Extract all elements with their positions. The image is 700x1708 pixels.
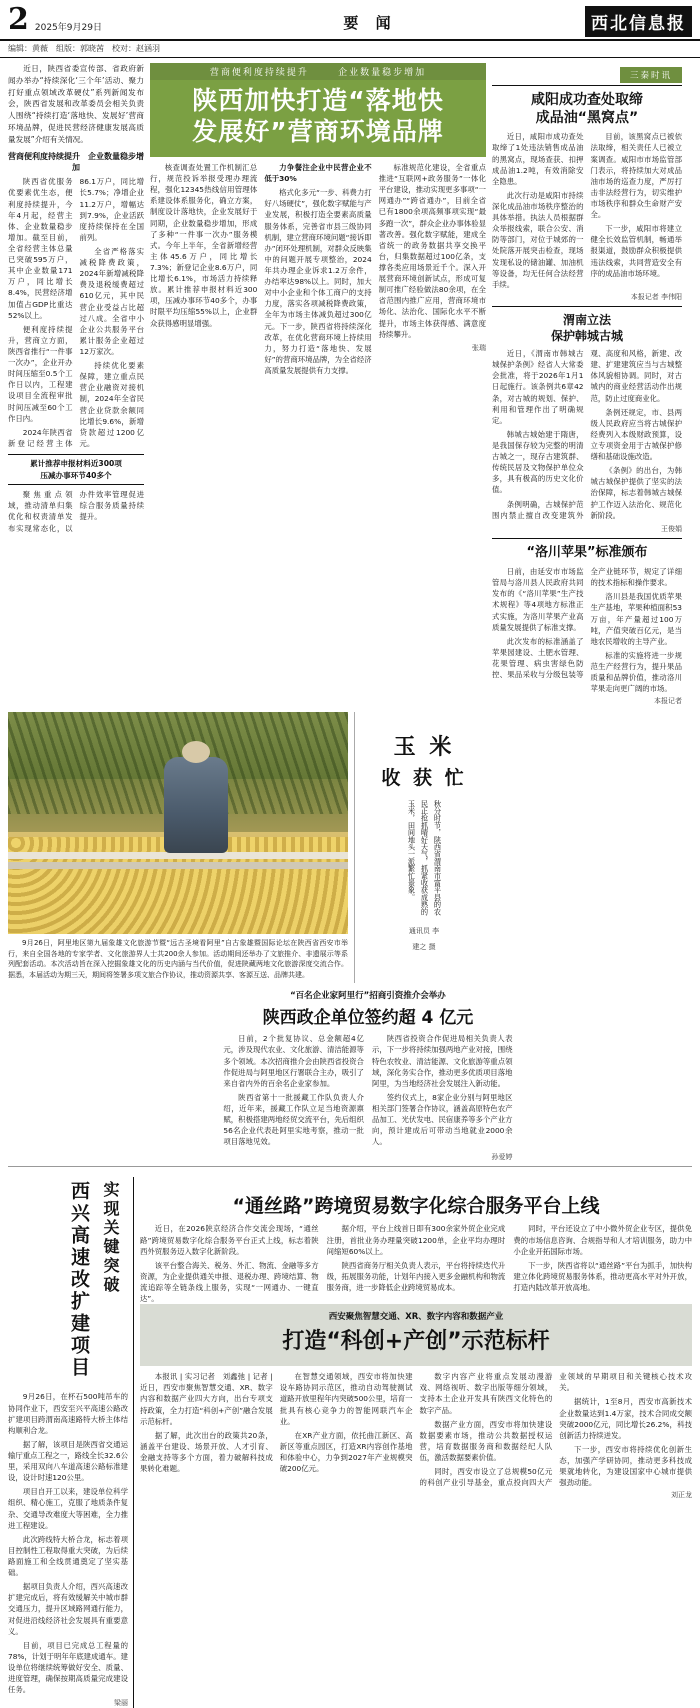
photo-region (0, 706, 700, 983)
bottom-left-para: 据项目负责人介绍，西兴高速改扩建完成后，将有效缓解关中城市群交通压力，提升区域路网通行能力，对促进沿线经济社会发展具有重要意义。 (8, 1582, 128, 1636)
platform-kicker (140, 1179, 692, 1189)
lead-para: 持续优化要素保障，建立重点民营企业融资对接机制，2024年全省民营企业贷款余额同比增长9.6%，新增贷款超过1200亿元。 (79, 361, 144, 448)
banner-para: 同时，西安市设立了总规模50亿元的科创产业引导基金，重点投向四大产业领域的早期项目和关键核心技术攻关。 (419, 1372, 692, 1488)
banner-byline: 刘正龙 (671, 1491, 692, 1500)
page-number: 2 (8, 2, 29, 37)
platform-para: 该平台整合海关、税务、外汇、物流、金融等多方资源，为企业提供通关申报、退税办理、跨境结算、物流追踪等全链条线上服务，实现“一网通办、一键直达”。 (140, 1260, 319, 1304)
right-article1-byline: 本报记者 李伟阳 (630, 292, 682, 301)
photo-title-line1: 玉 米 (393, 735, 455, 761)
platform-para: 下一步，陕西省将以“通丝路”平台为抓手，加快构建立体化跨境贸易服务体系，推动更高水平对外开放，打造内陆改革开放高地。 (513, 1260, 692, 1292)
right-article1-title-line2: 成品油“黑窝点” (535, 110, 639, 127)
banner-para: 在XR产业方面，依托曲江新区、高新区等重点园区，打造XR内容创作基地和体验中心，力争到2027年产业规模突破200亿元。 (279, 1430, 413, 1474)
banner-para: 据统计，1至8月，西安市高新技术企业数量达到1.4万家，技术合同成交额突破2000亿元，同比增长26.2%，科技创新活力持续迸发。 (559, 1397, 692, 1440)
main-kicker-left: 营商便利度持续提升 (209, 68, 309, 78)
banner-body (140, 1371, 692, 1488)
right-article3-body (492, 566, 682, 694)
main-para: 核查调查处置工作机制汇总行，规范投诉举报受理办理流程，强化12345热线信用管理体系建设体系服务化，确立方案，制度设计落地快，企业发展好于同期，企业数量稳步增加，形成了多种“一件事一次办”服务模式。今年上半年，全省新增经营主体45.6万户，同比增长7.3%；新登记企业8.6万户，同比增长6.1%，市场活力持续释放。累计推荐申报材料近300项，压减办事环节40多个，办事时限平均压缩55%以上，企业群众获得感明显增强。 (150, 163, 258, 328)
photo-wrapper (8, 712, 348, 983)
bottom-left-para: 此次跨线特大桥合龙，标志着项目控制性工程取得重大突破，为后续路面施工和全线贯通奠定了坚实基础。 (8, 1534, 128, 1578)
main-box-title: 力争餐注企业中民营企业不低于30% (264, 163, 372, 184)
right-para: 近日，咸阳市成功查处取缔了1处违法销售成品油的黑窝点，现场查获、扣押成品油1.2吨，有效消除安全隐患。 (492, 132, 584, 186)
mid-body (223, 1033, 512, 1150)
main-column-3 (379, 162, 486, 379)
photo-caption-text: 9月26日，阿里地区第九届象雄文化旅游节暨“远古圣境看阿里”自古象雄暨国际论坛在陕西省西安市举行，来自全国各地的专家学者、文化旅游界人士共200余人参加。活动期间还举办了文旅推介、非遗展示等系列配套活动。本次活动旨在深入挖掘象雄文化的历史内涵与当代价值，促进陕藏两地文化旅游深度交流合作。据悉，本届活动为期三天，期间将签署多项文旅合作协议，推动资源共享、客源互送、品牌共建。 (8, 939, 348, 979)
right-divider-2 (492, 538, 682, 539)
lead-para: 2024年陕西省新登记经营主体86.1万户，同比增长5.7%；净增企业11.2万户，增幅达到7.9%，企业活跃度持续保持在全国前列。 (8, 177, 144, 448)
right-para: 近日，《渭南市韩城古城保护条例》经省人大常委会批准，将于2026年1月1日起施行。该条例共6章42条，对古城的规划、保护、利用和管理作出了明确规定。 (492, 349, 584, 425)
banner-para: 数字内容产业将重点发展动漫游戏、网络视听、数字出版等细分领域，支持本土企业开发具有陕西文化特色的数字产品。 (419, 1372, 553, 1415)
platform-para: 近日，在2026陕京经济合作交流会现场，“通丝路”跨境贸易数字化综合服务平台正式上线，标志着陕西外贸服务迈入数字化新阶段。 (140, 1224, 319, 1256)
right-para: 此次行动是咸阳市持续深化成品油市场秩序整治的具体举措。执法人员根据群众举报线索，联合公安、消防等部门，对位于城郊的一处院落开展突击检查，现场发现私设的储油罐、加油机等设备，均无任何合法经营手续。 (492, 190, 584, 289)
platform-para: 陕西省商务厅相关负责人表示，平台将持续迭代升级，拓展服务功能，计划年内接入更多金融机构和物流服务商，进一步降低企业跨境贸易成本。 (326, 1260, 506, 1292)
lead-column (8, 63, 144, 706)
photo-poem: 秋分时节，陕西省渭南市富平县的农民正抢抓晴好天气，抓紧收获成熟的玉米，田间地头一派繁忙景象。 (407, 800, 443, 916)
lead-para: 便利度持续提升，营商立方面，陕西省推行“一件事一次办”，企业开办时间压缩至0.5个工作日以内，工程建设项目全流程审批时间压减至60个工作日内。 (8, 324, 73, 423)
banner-lead: 本报讯 | 实习记者 刘鑫弛 | 记者 | 近日，西安市聚焦智慧交通、XR、数字内容和数据产业四大方向，出台专项支持政策，全力打造“科创+产创”融合发展示范标杆。 (140, 1372, 273, 1426)
right-article3-byline: 本报记者 (654, 697, 682, 706)
banner-kicker: 西安聚焦智慧交通、XR、数字内容和数据产业 (328, 1312, 504, 1323)
lead-tail (8, 489, 144, 533)
mid-kicker: “百名企业家阿里行”招商引资推介会举办 (290, 991, 446, 1002)
section-tag: 三秦时讯 (620, 67, 682, 83)
lead-intro-text: 近日，陕西省委宣传部、省政府新闻办举办“持续深化‘三个年’活动、聚力打好重点领域改革硬仗”系列新闻发布会，陕西省发展和改革委员会相关负责人围绕“持续打造‘落地快、发展好’营商环境品牌，促进民营经济健康发展高质量发展”介绍有关情况。 (8, 64, 144, 144)
main-headline (150, 80, 486, 157)
bottom-left-article (8, 1177, 134, 1708)
bottom-left-para: 项目自开工以来，建设单位科学组织、精心施工，克服了地质条件复杂、交通导改难度大等困难，全力推进工程建设。 (8, 1487, 128, 1530)
right-para: 条例明确，古城保护范围内禁止擅自改变建筑外观、高度和风格，新建、改建、扩建建筑应当与古城整体风貌相协调。同时，对古城内的商业经营活动作出规范，防止过度商业化。 (492, 349, 682, 520)
banner-headline: 打造“科创+产创”示范标杆 (282, 1329, 550, 1355)
right-para: 条例还规定，市、县两级人民政府应当将古城保护经费列入本级财政预算，设立专项资金用于古城保护修缮和基础设施改造。 (590, 407, 682, 462)
publication-date: 2025年9月29日 (34, 23, 102, 33)
right-article2-byline: 王俊娟 (661, 525, 682, 534)
mid-headline: 陕西政企单位签约超 4 亿元 (262, 1008, 474, 1029)
harvest-photo (8, 712, 348, 934)
editorial-credits: 编辑：黄薇 组版：郭晓茜 校对：赵涵羽 (0, 41, 700, 58)
photo-title-line2: 收 获 忙 (381, 767, 467, 790)
photo-truck-rail (8, 852, 348, 859)
right-article2-body (492, 348, 682, 522)
right-para: 洛川县是我国优质苹果生产基地，苹果种植面积53万亩，年产量超过100万吨，产值突破百亿元，是当地农民增收的主导产业。 (590, 592, 682, 646)
lead-body (8, 176, 144, 450)
bottom-left-para: 据了解，该项目是陕西省交通运输厅重点工程之一，路线全长32.6公里，采用双向八车道高速公路标准建设，设计时速120公里。 (8, 1439, 128, 1483)
mid-left-spacer (8, 989, 217, 1162)
platform-para: 据介绍，平台上线首日即有300余家外贸企业完成注册，首批业务办理量突破1200单，企业平均办理时间缩短60%以上。 (326, 1224, 506, 1256)
right-para: 标准的实施将进一步规范生产经营行为，提升果品质量和品牌价值，推动洛川苹果走向更广阔的市场。 (590, 650, 682, 694)
right-article3-title: “洛川苹果”标准颁布 (526, 545, 648, 561)
lead-highlight-sub: 压减办事环节40多个 (40, 470, 112, 480)
photo-farmer (164, 757, 228, 853)
bottom-banner (140, 1304, 692, 1366)
top-region (0, 58, 700, 706)
lead-highlight (8, 454, 144, 485)
bottom-left-vertical-headline-left: 实现关键突破 (101, 1181, 120, 1296)
main-column-2 (264, 162, 371, 379)
right-article2-title (492, 313, 682, 344)
lead-intro (8, 63, 144, 145)
main-kicker-right: 企业数量稳步增加 (338, 68, 427, 78)
platform-body (140, 1223, 692, 1304)
masthead (0, 0, 700, 41)
platform-headline: “通丝路”跨境贸易数字化综合服务平台上线 (232, 1195, 600, 1218)
main-article (150, 63, 486, 706)
mid-para: 陕西省第十一批援藏工作队负责人介绍，近年来，援藏工作队立足当地资源禀赋，积极搭建两地经贸交流平台，先后组织56名企业代表赴阿里实地考察，推动一批项目落地见效。 (223, 1092, 364, 1147)
banner-para: 下一步，西安市将持续优化创新生态，加强产学研协同，推动更多科技成果就地转化，为建设国家中心城市提供强劲动能。 (559, 1444, 692, 1488)
platform-para: 同时，平台还设立了中小微外贸企业专区，提供免费的市场信息咨询、合规指导和人才培训服务，助力中小企业开拓国际市场。 (513, 1224, 692, 1256)
main-column-1 (150, 162, 257, 379)
section-title: 要 闻 (343, 14, 397, 32)
right-para: 此次发布的标准涵盖了苹果园建设、土肥水管理、花果管理、病虫害绿色防控、果品采收与分级包装等全产业链环节，规定了详细的技术指标和操作要求。 (492, 567, 682, 680)
masthead-left (8, 2, 198, 37)
right-article2-title-main: 渭南立法 (562, 312, 611, 327)
banner-para: 据了解，此次出台的政策共20条，涵盖平台建设、场景开放、人才引育、金融支持等多个方面，着力破解科技成果转化难题。 (140, 1430, 273, 1474)
bottom-left-vertical-headline-right: 西兴高速改扩建项目 (68, 1181, 90, 1380)
lead-highlight-title: 累计推荐申报材料近300项 (30, 459, 122, 469)
masthead-right (542, 6, 692, 37)
main-kicker (150, 63, 486, 80)
lead-para: 陕西省优服务优要素优生态，便利度持续提升，今年4月起，经营主体、企业数量稳步增加。截至目前，全省经营主体总量已突破595万户，其中企业数量171万户，同比增长8.4%，民营经济增加值占GDP比重达52%以上。 (8, 177, 73, 320)
bottom-main-column (140, 1177, 692, 1708)
right-article2-subtitle: 保护韩城古城 (550, 328, 623, 343)
right-article1-body (492, 131, 682, 290)
mid-para: 日前，2个批复协议、总金额超4亿元，涉及现代农业、文化旅游、清洁能源等多个领域。本次招商推介会由陕西省投资合作促进局与阿里地区行署联合主办，吸引了来自省内外的百余名企业家参加。 (223, 1034, 364, 1088)
right-column (492, 63, 682, 706)
right-para: 韩城古城始建于隋唐，是我国保存较为完整的明清古城之一，现存古建筑群、传统民居及文物保护单位众多，具有极高的历史文化价值。 (492, 429, 584, 495)
right-article1-title-line1: 咸阳成功查处取缔 (531, 92, 643, 108)
banner-para: 在智慧交通领域，西安市将加快建设车路协同示范区，推动自动驾驶测试道路开放里程年内突破500公里，培育一批具有核心竞争力的智能网联汽车企业。 (279, 1372, 413, 1426)
main-para: 标准规范化建设，全省重点推进“互联网+政务服务”一体化平台建设，推动实现更多事项“一网通办”“跨省通办”，目前全省已有1800余项高频事项实现“最多跑一次”，群众企业办事体验显著改善。强化数字赋能，建成全省统一的政务数据共享交换平台，归集数据超过100亿条，支撑各类应用场景近千个。深入开展营商环境创新试点，形成可复制可推广经验做法80余项，在全省范围内推广应用，营商环境市场化、法治化、国际化水平不断提升，市场主体获得感、满意度持续攀升。 (378, 163, 486, 339)
corner-tag-row (492, 63, 682, 86)
main-headline-line2: 发展好”营商环境品牌 (192, 116, 444, 146)
main-byline: 张瑞 (471, 343, 486, 352)
bottom-left-body (8, 1391, 128, 1695)
right-article1-title (492, 91, 682, 127)
bottom-region (0, 1171, 700, 1708)
bottom-left-para: 目前，项目已完成总工程量的78%，计划于明年年底建成通车。建设单位将继续统筹做好安全、质量、进度管理，确保按期高质量完成建设任务。 (8, 1640, 128, 1695)
main-headline-line1: 陕西加快打造“落地快 (192, 86, 444, 115)
main-article-columns (150, 162, 486, 379)
photo-caption (8, 938, 348, 980)
right-divider-1 (492, 306, 682, 307)
right-para: 日前，由延安市市场监管局与洛川县人民政府共同发布的《“洛川苹果”生产技术规程》等4项地方标准正式实施，为洛川苹果产业高质量发展提供了标准支撑。 (492, 567, 584, 632)
main-para: 格式化多元“一步、科费力打好八场硬仗”，强化数字赋能与产业发展，积极打造全要素高质量服务体系，完善省市县三级协同机制，建立营商环境问题“接诉即办”闭环处理机制，对群众反映集中的问题开展专项整治，2024年共办理企业诉求1.2万余件，办结率达98%以上。同时，加大对中小企业和个体工商户的支持力度，落实各项减税降费政策，全年为市场主体减负超过300亿元。下一步，陕西省将持续深化改革，在优化营商环境上持续用力，努力打造“落地快、发展好”的营商环境品牌，为全省经济高质量发展提供有力支撑。 (264, 188, 372, 375)
mid-center-article (223, 989, 512, 1162)
right-para: 目前，该黑窝点已被依法取缔，相关责任人已被立案调查。咸阳市市场监管部门表示，将持续加大对成品油市场的巡查力度，严厉打击非法经营行为，切实维护市场秩序和群众生命财产安全。 (590, 132, 682, 220)
bottom-left-byline: 梁丽 (114, 1699, 128, 1708)
right-para: 下一步，咸阳市将建立健全长效监管机制，畅通举报渠道，鼓励群众积极提供违法线索，共同营造安全有序的成品油市场环境。 (590, 224, 682, 278)
mid-right-spacer (519, 989, 692, 1162)
mid-para: 签约仪式上，8家企业分别与阿里地区相关部门签署合作协议，涵盖高原特色农产品加工、光伏发电、民宿康养等多个产业方向，预计建成后可带动当地就业2000余人。 (371, 1092, 513, 1147)
photo-credit-2: 建之 摄 (412, 943, 436, 952)
photo-credit-1: 通讯员 李 (408, 927, 440, 936)
right-para: 《条例》的出台，为韩城古城保护提供了坚实的法治保障，标志着韩城古城保护工作迈入法治化、规范化新阶段。 (590, 466, 682, 520)
lead-para: 全省严格落实减税降费政策，2024年新增减税降费及退税缓费超过610亿元，其中民营企业受益占比超过八成。全省中小企业公共服务平台累计服务企业超过12万家次。 (79, 247, 144, 356)
banner-para: 数据产业方面，西安市将加快建设数据要素市场，推动公共数据授权运营，培育数据服务商和数据经纪人队伍，激活数据要素价值。 (419, 1419, 553, 1462)
lead-tail-text: 聚焦重点领域，推动清单归集优化和权责清单发布实现常态化，以办件效率管理促进综合服务质量持续提升。 (8, 490, 144, 533)
newspaper-nameplate: 西北信息报 (585, 6, 692, 37)
lead-subhead: 营商便利度持续提升 企业数量稳步增加 (8, 152, 144, 173)
photo-side-panel (354, 712, 487, 983)
mid-para: 陕西省投资合作促进局相关负责人表示，下一步将持续加强两地产业对接，围绕特色农牧业、清洁能源、文化旅游等重点领域，深化务实合作，推动更多优质项目落地阿里，为当地经济社会发展注入新动能。 (371, 1034, 513, 1088)
section-divider (8, 1166, 692, 1167)
bottom-left-dateline: 9月26日，在杯石500吨吊车的协同作业下，西安至兴平高速公路改扩建项目跨渭南高速路特大桥主体结构顺利合龙。 (8, 1392, 128, 1435)
mid-byline: 孙爱婷 (491, 1153, 513, 1162)
